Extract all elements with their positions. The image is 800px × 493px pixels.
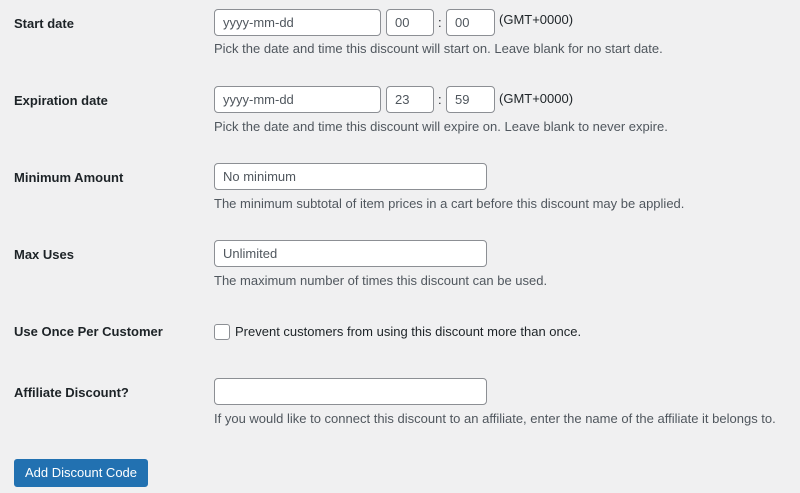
start-time-separator: : [438,15,442,30]
max-uses-label: Max Uses [14,247,74,262]
minimum-amount-description: The minimum subtotal of item prices in a cart before this discount may be applied. [214,196,685,211]
use-once-checkbox[interactable] [214,324,230,340]
add-discount-code-button[interactable]: Add Discount Code [14,459,148,487]
start-date-input[interactable] [214,9,381,36]
start-hour-input[interactable] [386,9,434,36]
affiliate-description: If you would like to connect this discount to an affiliate, enter the name of the affiliate it belongs to. [214,411,776,426]
expiration-time-separator: : [438,92,442,107]
max-uses-input[interactable] [214,240,487,267]
start-date-description: Pick the date and time this discount will start on. Leave blank for no start date. [214,41,663,56]
use-once-checkbox-label[interactable]: Prevent customers from using this discount more than once. [235,324,582,339]
max-uses-description: The maximum number of times this discount can be used. [214,273,548,288]
expiration-date-label: Expiration date [14,93,108,108]
minimum-amount-label: Minimum Amount [14,170,124,185]
use-once-label: Use Once Per Customer [14,324,163,339]
expiration-date-input[interactable] [214,86,381,113]
expiration-date-description: Pick the date and time this discount will expire on. Leave blank to never expire. [214,119,668,134]
start-minute-input[interactable] [446,9,495,36]
affiliate-label: Affiliate Discount? [14,385,129,400]
expiration-timezone: (GMT+0000) [499,91,574,106]
expiration-hour-input[interactable] [386,86,434,113]
start-timezone: (GMT+0000) [499,12,574,27]
affiliate-input[interactable] [214,378,487,405]
start-date-label: Start date [14,16,74,31]
minimum-amount-input[interactable] [214,163,487,190]
expiration-minute-input[interactable] [446,86,495,113]
